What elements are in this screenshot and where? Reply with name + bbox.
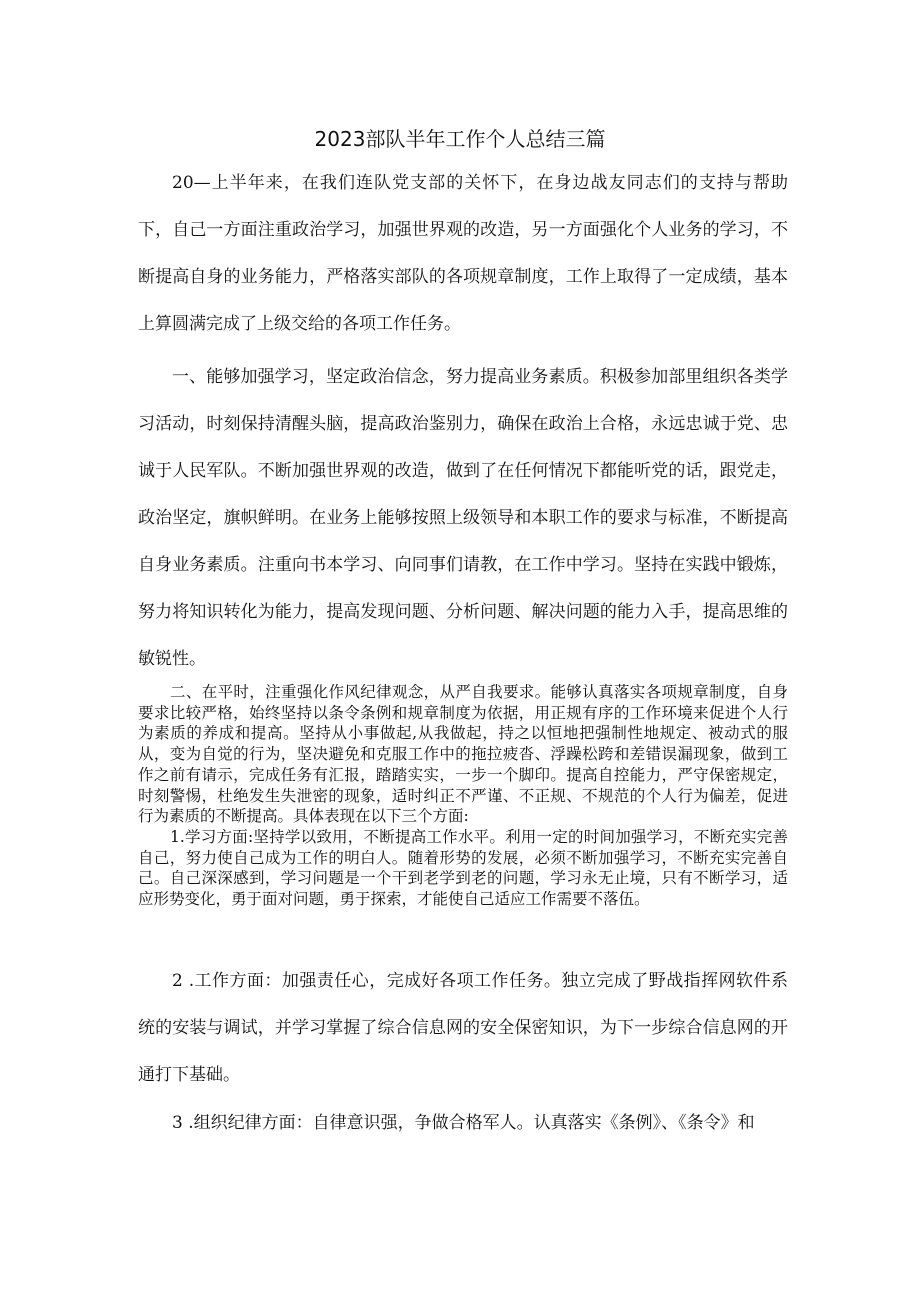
paragraph-work-aspect: 2 .工作方面：加强责任心，完成好各项工作任务。独立完成了野战指挥网软件系统的安装与调试，并学习掌握了综合信息网的安全保密知识，为下一步综合信息网的开通打下基础。	[138, 971, 788, 1085]
paragraph-section-two: 二、在平时，注重强化作风纪律观念，从严自我要求。能够认真落实各项规章制度，自身要求比较严格，始终坚持以条令条例和规章制度为依据，用正规有序的工作环境来促进个人行为素质的养成和提高。坚持从小事做起,从我做起，持之以恒地把强制性地规定、被动式的服从，变为自觉的行为，坚决避免和克服工作中的拖拉疲沓、浮躁松跨和差错误漏现象，做到工作之前有请示，完成任务有汇报，踏踏实实，一步一个脚印。提高自控能力，严守保密规定，时刻警惕，杜绝发生失泄密的现象，适时纠正不严谨、不正规、不规范的个人行为偏差，促进行为素质的不断提高。具体表现在以下三个方面:	[138, 683, 788, 826]
paragraph-discipline-aspect: 3 .组织纪律方面：自律意识强，争做合格军人。认真落实《条例》、《条令》和	[172, 1113, 755, 1133]
paragraph-study-aspect: 1.学习方面:坚持学以致用，不断提高工作水平。利用一定的时间加强学习，不断充实完善自己，努力使自己成为工作的明白人。随着形势的发展，必须不断加强学习，不断充实完善自己。自己深深感到，学习问题是一个干到老学到老的问题，学习永无止境，只有不断学习，适应形势变化，勇于面对问题，勇于探索，才能使自己适应工作需要不落伍。	[138, 828, 788, 909]
paragraph-intro: 20—上半年来，在我们连队党支部的关怀下，在身边战友同志们的支持与帮助下，自己一方面注重政治学习，加强世界观的改造，另一方面强化个人业务的学习，不断提高自身的业务能力，严格落实部队的各项规章制度，工作上取得了一定成绩，基本上算圆满完成了上级交给的各项工作任务。	[138, 173, 788, 334]
paragraph-section-one: 一、能够加强学习，坚定政治信念，努力提高业务素质。积极参加部里组织各类学习活动，时刻保持清醒头脑，提高政治鉴别力，确保在政治上合格，永远忠诚于党、忠诚于人民军队。不断加强世界观的改造，做到了在任何情况下都能听党的话，跟党走，政治坚定，旗帜鲜明。在业务上能够按照上级领导和本职工作的要求与标准，不断提高自身业务素质。注重向书本学习、向同事们请教，在工作中学习。坚持在实践中锻炼，努力将知识转化为能力，提高发现问题、分析问题、解决问题的能力入手，提高思维的敏锐性。	[138, 367, 788, 669]
document-title: 2023部队半年工作个人总结三篇	[314, 127, 606, 151]
